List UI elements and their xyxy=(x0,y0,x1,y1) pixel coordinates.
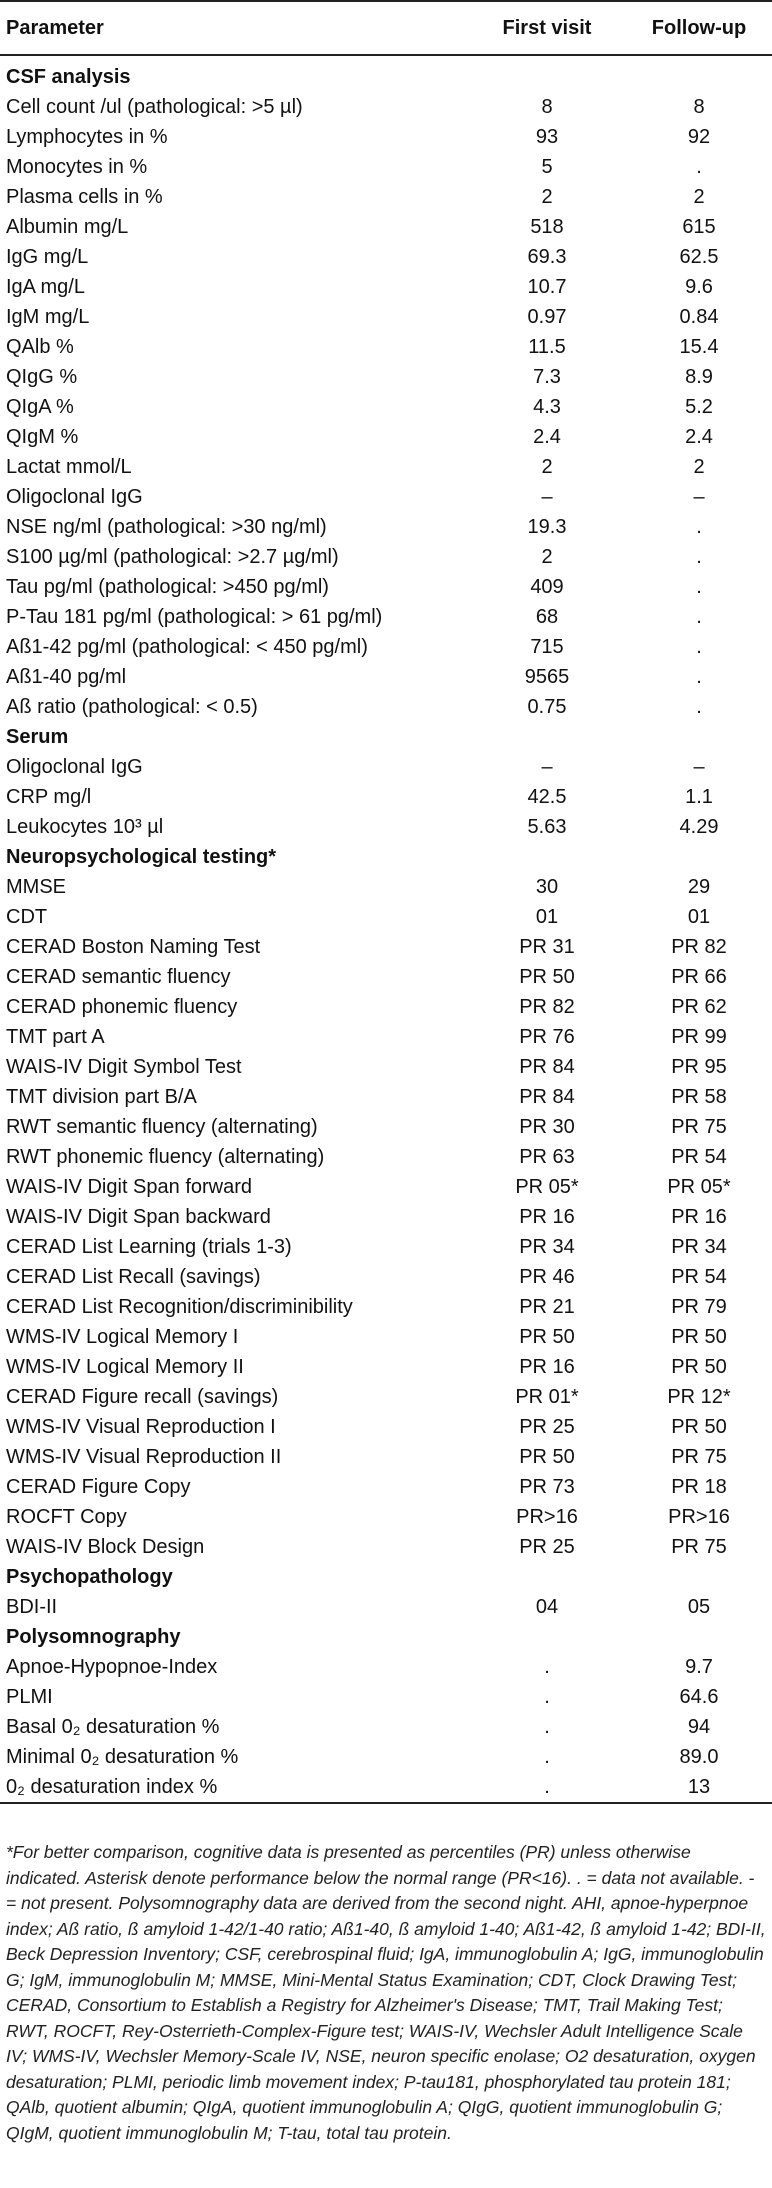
parameter-cell: IgM mg/L xyxy=(6,306,90,328)
first-visit-cell: PR 34 xyxy=(519,1236,575,1258)
follow-up-cell: 8 xyxy=(693,96,705,118)
table-body xyxy=(0,55,772,1803)
table-row xyxy=(0,1352,772,1382)
follow-up-cell: PR 54 xyxy=(671,1146,727,1168)
table-row xyxy=(0,242,772,272)
follow-up-cell: PR 50 xyxy=(671,1326,727,1348)
follow-up-cell: PR 75 xyxy=(671,1536,727,1558)
parameter-cell: PLMI xyxy=(6,1686,53,1708)
first-visit-cell: PR 05* xyxy=(515,1176,579,1198)
table-row xyxy=(0,902,772,932)
first-visit-cell: PR 50 xyxy=(519,1446,575,1468)
first-visit-cell: 0.75 xyxy=(527,696,567,718)
follow-up-cell: PR 16 xyxy=(671,1206,727,1228)
parameter-cell: Tau pg/ml (pathological: >450 pg/ml) xyxy=(6,576,329,598)
follow-up-cell: 01 xyxy=(687,906,711,928)
parameter-cell: NSE ng/ml (pathological: >30 ng/ml) xyxy=(6,516,327,538)
follow-up-cell: . xyxy=(696,576,702,598)
table-row xyxy=(0,482,772,512)
table-row xyxy=(0,122,772,152)
first-visit-cell: 30 xyxy=(535,876,559,898)
follow-up-cell: . xyxy=(696,666,702,688)
parameter-cell: RWT phonemic fluency (alternating) xyxy=(6,1146,325,1168)
first-visit-cell: 0.97 xyxy=(527,306,567,328)
follow-up-cell: 2.4 xyxy=(685,426,713,448)
table-row xyxy=(0,1592,772,1622)
parameter-cell: IgA mg/L xyxy=(6,276,85,298)
first-visit-cell: 42.5 xyxy=(527,786,567,808)
table-row xyxy=(0,1412,772,1442)
follow-up-cell: . xyxy=(696,606,702,628)
parameter-cell: CERAD phonemic fluency xyxy=(6,996,238,1018)
section-row xyxy=(0,1562,772,1592)
first-visit-cell: PR 25 xyxy=(519,1536,575,1558)
parameter-cell: Lactat mmol/L xyxy=(6,456,132,478)
first-visit-cell: 93 xyxy=(535,126,559,148)
section-row xyxy=(0,1622,772,1652)
parameter-cell: CERAD Boston Naming Test xyxy=(6,936,261,958)
table-row xyxy=(0,182,772,212)
follow-up-cell: PR 34 xyxy=(671,1236,727,1258)
follow-up-cell: PR>16 xyxy=(668,1506,730,1528)
first-visit-cell: 11.5 xyxy=(528,336,566,358)
parameter-cell: WAIS-IV Digit Span backward xyxy=(6,1206,271,1228)
follow-up-cell: PR 79 xyxy=(671,1296,727,1318)
first-visit-cell: . xyxy=(544,1746,550,1768)
follow-up-cell: PR 05* xyxy=(667,1176,731,1198)
table-footnote: *For better comparison, cognitive data is presented as percentiles (PR) unless otherwise indicated. Asterisk denote performance below the normal range (PR<16). . = data not available. - = not present. Polysomnography data are derived from the second night. AHI, apnoe-hyperpnoe index; Aß ratio, ß amyloid 1-42/1-40 ratio; Aß1-40, ß amyloid 1-40; Aß1-42, ß amyloid 1-42; BDI-II, Beck Depression Inventory; CSF, cerebrospinal fluid; IgA, immunoglobulin A; IgG, immunoglobulin G; IgM, immunoglobulin M; MMSE, Mini-Mental Status Examination; CDT, Clock Drawing Test; CERAD, Consortium to Establish a Registry for Alzheimer's Disease; TMT, Trail Making Test; RWT, ROCFT, Rey-Osterrieth-Complex-Figure test; WAIS-IV, Wechsler Adult Intelligence Scale IV; WMS-IV, Wechsler Memory-Scale IV, NSE, neuron specific enolase; O2 desaturation, oxygen desaturation; PLMI, periodic limb movement index; P-tau181, phosphorylated tau protein 181; QAlb, quotient albumin; QIgA, quotient immunoglobulin A; QIgG, quotient immunoglobulin G; QIgM, quotient immunoglobulin M; T-tau, total tau protein. xyxy=(6,1842,766,2143)
parameter-cell: Aß ratio (pathological: < 0.5) xyxy=(6,696,258,718)
table-row xyxy=(0,632,772,662)
follow-up-cell: 9.6 xyxy=(685,276,713,298)
parameter-cell: CERAD Figure recall (savings) xyxy=(6,1386,279,1408)
table-row xyxy=(0,512,772,542)
first-visit-cell: PR 76 xyxy=(519,1026,575,1048)
parameter-cell: Apnoe-Hypopnoe-Index xyxy=(6,1656,218,1678)
follow-up-cell: 8.9 xyxy=(685,366,713,388)
first-visit-cell: . xyxy=(544,1776,550,1798)
table-row xyxy=(0,1442,772,1472)
table-row xyxy=(0,1022,772,1052)
first-visit-cell: 5 xyxy=(541,156,553,178)
header-first-visit: First visit xyxy=(502,17,592,39)
table-row xyxy=(0,1742,772,1772)
table-row xyxy=(0,1322,772,1352)
first-visit-cell: 69.3 xyxy=(527,246,567,268)
table-row xyxy=(0,1082,772,1112)
parameter-cell: TMT division part B/A xyxy=(6,1086,197,1108)
table-row xyxy=(0,662,772,692)
follow-up-cell: . xyxy=(696,546,702,568)
follow-up-cell: 4.29 xyxy=(679,816,719,838)
section-row xyxy=(0,842,772,872)
parameter-cell: CERAD List Recall (savings) xyxy=(6,1266,261,1288)
first-visit-cell: 7.3 xyxy=(533,366,561,388)
header-follow-up: Follow-up xyxy=(651,17,747,39)
parameter-cell: Oligoclonal IgG xyxy=(6,486,143,508)
table-row xyxy=(0,1232,772,1262)
first-visit-cell: PR 84 xyxy=(519,1086,575,1108)
follow-up-cell: . xyxy=(696,696,702,718)
table-row xyxy=(0,1262,772,1292)
table-row xyxy=(0,1472,772,1502)
first-visit-cell: 518 xyxy=(530,216,564,238)
first-visit-cell: PR>16 xyxy=(516,1506,578,1528)
table-row xyxy=(0,1142,772,1172)
parameter-cell: WAIS-IV Block Design xyxy=(6,1536,205,1558)
follow-up-cell: . xyxy=(696,636,702,658)
first-visit-cell: – xyxy=(541,486,553,508)
table-row xyxy=(0,1712,772,1742)
first-visit-cell: 5.63 xyxy=(527,816,567,838)
first-visit-cell: PR 30 xyxy=(519,1116,575,1138)
table-row xyxy=(0,212,772,242)
first-visit-cell: . xyxy=(544,1686,550,1708)
parameter-cell: Aß1-42 pg/ml (pathological: < 450 pg/ml) xyxy=(6,636,368,658)
parameter-cell: CRP mg/l xyxy=(6,786,92,808)
section-row xyxy=(0,55,772,92)
header-parameter: Parameter xyxy=(6,17,104,39)
follow-up-cell: . xyxy=(696,516,702,538)
parameter-cell: Oligoclonal IgG xyxy=(6,756,143,778)
parameter-cell: Monocytes in % xyxy=(6,156,148,178)
follow-up-cell: PR 95 xyxy=(671,1056,727,1078)
follow-up-cell: PR 12* xyxy=(667,1386,731,1408)
parameter-cell: Basal 0₂ desaturation % xyxy=(6,1716,220,1738)
table-row xyxy=(0,1202,772,1232)
section-title: Polysomnography xyxy=(6,1626,181,1648)
parameter-cell: Plasma cells in % xyxy=(6,186,163,208)
table-row xyxy=(0,872,772,902)
first-visit-cell: 04 xyxy=(535,1596,559,1618)
parameter-cell: WMS-IV Logical Memory I xyxy=(6,1326,239,1348)
parameter-cell: Albumin mg/L xyxy=(6,216,129,238)
first-visit-cell: 4.3 xyxy=(533,396,561,418)
follow-up-cell: . xyxy=(696,156,702,178)
first-visit-cell: – xyxy=(541,756,553,778)
parameter-cell: ROCFT Copy xyxy=(6,1506,127,1528)
follow-up-cell: PR 75 xyxy=(671,1116,727,1138)
follow-up-cell: 615 xyxy=(682,216,716,238)
follow-up-cell: 13 xyxy=(687,1776,711,1798)
first-visit-cell: 68 xyxy=(535,606,559,628)
table-row xyxy=(0,422,772,452)
follow-up-cell: PR 58 xyxy=(671,1086,727,1108)
table-row xyxy=(0,992,772,1022)
table-row xyxy=(0,452,772,482)
table-row xyxy=(0,542,772,572)
parameter-cell: P-Tau 181 pg/ml (pathological: > 61 pg/ml) xyxy=(6,606,383,628)
first-visit-cell: 01 xyxy=(535,906,559,928)
follow-up-cell: 5.2 xyxy=(685,396,713,418)
follow-up-cell: PR 50 xyxy=(671,1416,727,1438)
first-visit-cell: PR 16 xyxy=(519,1356,575,1378)
table-row xyxy=(0,1382,772,1412)
parameter-cell: S100 µg/ml (pathological: >2.7 µg/ml) xyxy=(6,546,339,568)
follow-up-cell: PR 99 xyxy=(671,1026,727,1048)
parameter-cell: RWT semantic fluency (alternating) xyxy=(6,1116,318,1138)
parameter-cell: WMS-IV Visual Reproduction I xyxy=(6,1416,276,1438)
table-row xyxy=(0,1502,772,1532)
first-visit-cell: 409 xyxy=(530,576,564,598)
table-row xyxy=(0,752,772,782)
first-visit-cell: PR 50 xyxy=(519,966,575,988)
first-visit-cell: PR 25 xyxy=(519,1416,575,1438)
first-visit-cell: 9565 xyxy=(524,666,570,688)
follow-up-cell: – xyxy=(693,756,705,778)
table-row xyxy=(0,272,772,302)
first-visit-cell: PR 21 xyxy=(519,1296,575,1318)
table-row xyxy=(0,1772,772,1803)
first-visit-cell: . xyxy=(544,1656,550,1678)
parameter-cell: WAIS-IV Digit Symbol Test xyxy=(6,1056,242,1078)
table-row xyxy=(0,152,772,182)
first-visit-cell: 2 xyxy=(541,186,553,208)
table-row xyxy=(0,932,772,962)
first-visit-cell: PR 63 xyxy=(519,1146,575,1168)
follow-up-cell: 2 xyxy=(693,186,705,208)
section-title: Serum xyxy=(6,726,69,748)
table-row xyxy=(0,812,772,842)
follow-up-cell: PR 62 xyxy=(671,996,727,1018)
follow-up-cell: PR 66 xyxy=(671,966,727,988)
table-row xyxy=(0,1532,772,1562)
parameter-cell: MMSE xyxy=(6,876,66,898)
follow-up-cell: 1.1 xyxy=(685,786,713,808)
first-visit-cell: 2 xyxy=(541,546,553,568)
section-title: Psychopathology xyxy=(6,1566,173,1588)
table-row xyxy=(0,1652,772,1682)
table-row xyxy=(0,92,772,122)
follow-up-cell: PR 82 xyxy=(671,936,727,958)
section-title: CSF analysis xyxy=(6,66,131,88)
first-visit-cell: 19.3 xyxy=(527,516,567,538)
parameter-cell: Cell count /ul (pathological: >5 µl) xyxy=(6,96,303,118)
parameter-cell: BDI-II xyxy=(6,1596,58,1618)
follow-up-cell: 89.0 xyxy=(679,1746,719,1768)
first-visit-cell: PR 01* xyxy=(515,1386,579,1408)
first-visit-cell: PR 84 xyxy=(519,1056,575,1078)
parameter-cell: TMT part A xyxy=(6,1026,105,1048)
follow-up-cell: 9.7 xyxy=(685,1656,713,1678)
parameter-cell: QAlb % xyxy=(6,336,74,358)
first-visit-cell: PR 82 xyxy=(519,996,575,1018)
table-row xyxy=(0,962,772,992)
parameter-cell: Minimal 0₂ desaturation % xyxy=(6,1746,239,1768)
table-row xyxy=(0,1292,772,1322)
first-visit-cell: 8 xyxy=(541,96,553,118)
section-row xyxy=(0,722,772,752)
first-visit-cell: 10.7 xyxy=(527,276,567,298)
follow-up-cell: 15.4 xyxy=(679,336,719,358)
follow-up-cell: PR 75 xyxy=(671,1446,727,1468)
follow-up-cell: 2 xyxy=(693,456,705,478)
parameter-cell: CDT xyxy=(6,906,48,928)
first-visit-cell: PR 50 xyxy=(519,1326,575,1348)
table-row xyxy=(0,782,772,812)
table-row xyxy=(0,302,772,332)
table-row xyxy=(0,1052,772,1082)
follow-up-cell: 94 xyxy=(687,1716,711,1738)
first-visit-cell: . xyxy=(544,1716,550,1738)
table-row xyxy=(0,602,772,632)
follow-up-cell: 0.84 xyxy=(679,306,719,328)
first-visit-cell: 2 xyxy=(541,456,553,478)
follow-up-cell: 29 xyxy=(687,876,711,898)
first-visit-cell: PR 73 xyxy=(519,1476,575,1498)
parameter-cell: CERAD Figure Copy xyxy=(6,1476,191,1498)
table-row xyxy=(0,1682,772,1712)
first-visit-cell: 2.4 xyxy=(533,426,561,448)
follow-up-cell: 62.5 xyxy=(679,246,719,268)
table-row xyxy=(0,572,772,602)
parameter-cell: 0₂ desaturation index % xyxy=(6,1776,218,1798)
first-visit-cell: 715 xyxy=(530,636,564,658)
table-row xyxy=(0,362,772,392)
follow-up-cell: 92 xyxy=(687,126,711,148)
parameter-cell: CERAD semantic fluency xyxy=(6,966,231,988)
table-row xyxy=(0,1112,772,1142)
follow-up-cell: PR 50 xyxy=(671,1356,727,1378)
table-header xyxy=(0,1,772,55)
parameter-cell: Aß1-40 pg/ml xyxy=(6,666,127,688)
parameter-cell: QIgA % xyxy=(6,396,74,418)
follow-up-cell: PR 18 xyxy=(671,1476,727,1498)
first-visit-cell: PR 16 xyxy=(519,1206,575,1228)
parameter-cell: CERAD List Learning (trials 1-3) xyxy=(6,1236,292,1258)
section-title: Neuropsychological testing* xyxy=(6,846,277,868)
parameter-cell: WMS-IV Logical Memory II xyxy=(6,1356,244,1378)
follow-up-cell: – xyxy=(693,486,705,508)
table-row xyxy=(0,692,772,722)
table-row xyxy=(0,332,772,362)
follow-up-cell: PR 54 xyxy=(671,1266,727,1288)
parameter-cell: QIgM % xyxy=(6,426,79,448)
parameter-cell: Leukocytes 10³ µl xyxy=(6,816,164,838)
parameter-cell: WAIS-IV Digit Span forward xyxy=(6,1176,253,1198)
parameter-cell: WMS-IV Visual Reproduction II xyxy=(6,1446,282,1468)
follow-up-cell: 05 xyxy=(687,1596,711,1618)
parameter-cell: CERAD List Recognition/discriminibility xyxy=(6,1296,353,1318)
first-visit-cell: PR 46 xyxy=(519,1266,575,1288)
table-row xyxy=(0,1172,772,1202)
first-visit-cell: PR 31 xyxy=(519,936,575,958)
follow-up-cell: 64.6 xyxy=(679,1686,719,1708)
parameter-cell: IgG mg/L xyxy=(6,246,89,268)
parameter-cell: Lymphocytes in % xyxy=(6,126,168,148)
table-row xyxy=(0,392,772,422)
parameter-cell: QIgG % xyxy=(6,366,78,388)
